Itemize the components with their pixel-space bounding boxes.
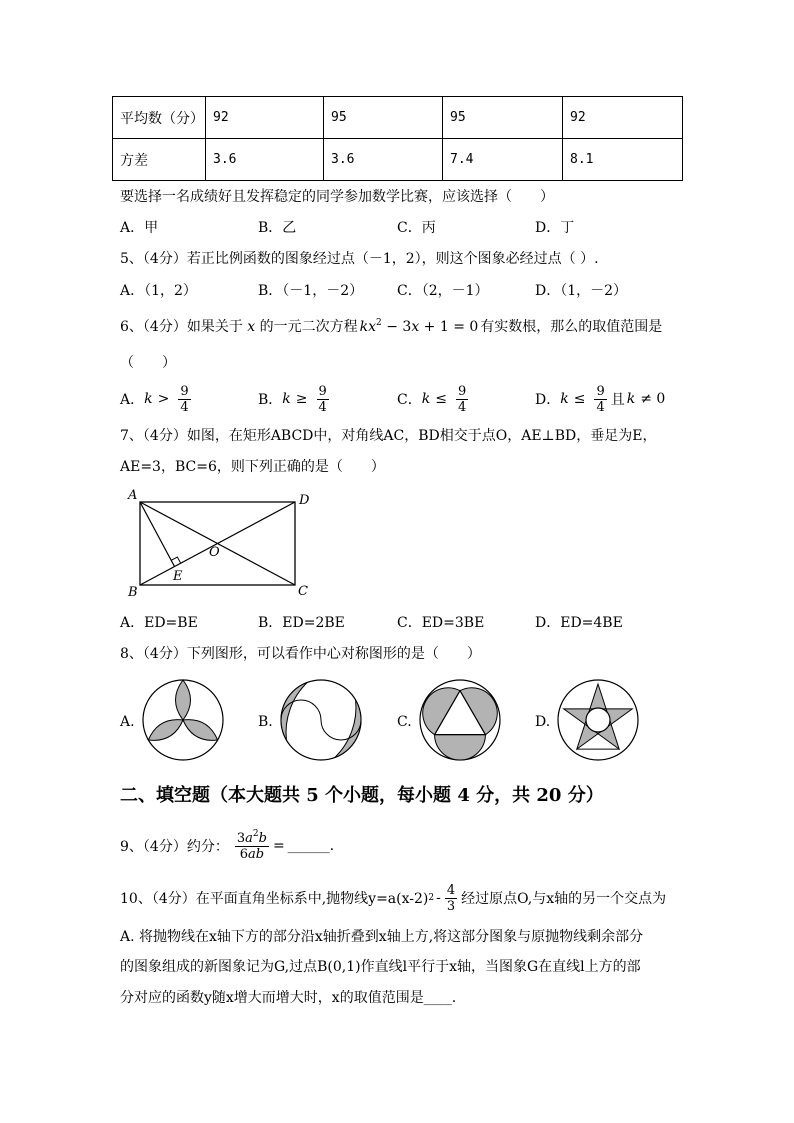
row-label: 平均数（分） [113,97,206,139]
period: . [451,990,457,1006]
eq-var: x [411,319,420,335]
q9 [120,826,334,866]
numerator: 9 [596,383,605,399]
den-coef: 6 [239,846,248,862]
rectangle-abcd-figure [120,485,320,603]
q4-option-d: D．丁 [535,220,575,236]
q10-post: 经过原点O,与x轴的另一个交点为 [461,891,667,907]
option-var: k [144,391,153,407]
option-relation: ≤ [573,391,586,407]
label-b: B [128,585,138,600]
denominator [238,847,266,862]
option-relation: > [157,391,170,407]
q5-option-b: B．（－1，－2） [258,283,364,299]
num-exp: 2 [252,828,259,839]
table-cell: 3.6 [206,139,324,181]
numerator [235,828,269,847]
q4-option-b: B．乙 [258,220,297,236]
numerator: 9 [180,383,189,399]
table-cell: 3.6 [324,139,443,181]
score-statistics-table [112,96,683,181]
fraction [594,384,606,415]
q6-option-d [535,381,670,417]
num-b: b [258,830,267,846]
q6-stem-mid: 的一元二次方程 [259,319,358,335]
q10-pre: 10、（4分）在平面直角坐标系中,抛物线y=a(x-2) [120,891,429,907]
section-heading: 二、填空题（本大题共 5 个小题，每小题 4 分，共 20 分） [120,785,604,806]
figure-d-star [558,680,638,760]
option-relation: ≥ [295,391,308,407]
q7-stem-line-1: 7、（4分）如图，在矩形ABCD中，对角线AC，BD相交于点O，AE⊥BD，垂足为E， [120,428,657,444]
label-o: O [209,545,220,560]
q7-option-a: A．ED=BE [120,615,198,631]
q5-option-a: A．（1，2） [120,283,197,299]
q10-line-4 [120,988,456,1008]
q10-line-1: 10、（4分）在平面直角坐标系中,抛物线y=a(x-2) 2 - $\frac{4}{3}$ 经过原点O,与x轴的另一个交点为 [120,882,667,914]
denominator: 4 [596,399,605,415]
q6-answer-blank: （ ） [120,355,176,371]
answer-blank: ____ [423,990,452,1006]
denominator: 3 [446,898,456,914]
q6-option-a [120,381,195,417]
q6-option-c [397,381,472,417]
numerator: 9 [457,383,467,399]
q7-option-b: B．ED=2BE [258,615,345,631]
option-relation-2: ≠ 0 [640,391,666,407]
q7-stem-line-2: AE=3，BC=6，则下列正确的是（ ） [120,459,385,475]
table-cell: 7.4 [443,139,563,181]
table-cell: 95 [324,97,443,139]
inner-circle [586,708,610,732]
q6-stem [120,317,662,337]
q8-option-d: D. [535,714,551,730]
q7-option-c: C．ED=3BE [397,615,485,631]
den-vars: ab [247,846,265,862]
q7-option-d: D．ED=4BE [535,615,623,631]
option-var: k [560,391,569,407]
table-cell: 8.1 [563,139,683,181]
fraction [456,384,468,415]
period: . [329,838,335,854]
eq-rest: + 1 = 0 [419,319,479,335]
q6-option-b [258,381,333,417]
option-label: B． [258,392,283,408]
q9-stem: 9、（4分）约分： [120,839,229,855]
option-relation: ≤ [435,391,447,407]
q6-stem-before: 6、（4分）如果关于 [120,319,243,335]
table-cell: 92 [206,97,324,139]
denominator: 4 [318,399,327,415]
eq-minus: − 3 [381,319,412,335]
option-var: k [282,391,291,407]
option-label: A． [120,392,145,408]
q8-option-b: B. [258,714,273,730]
q4-option-a: A．甲 [120,220,159,236]
table-cell: 92 [563,97,683,139]
row-label: 方差 [113,139,206,181]
numerator: 9 [318,383,327,399]
q5-option-d: D．（1，－2） [535,283,628,299]
option-var-2: k [626,391,636,407]
q10-last-text: 分对应的函数y随x增大而增大时，x的取值范围是 [120,990,424,1006]
q6-stem-after: 有实数根，那么的取值范围是 [480,319,663,335]
q6-equation [360,319,479,335]
label-d: D [299,493,310,508]
option-var: k [421,391,431,407]
q5-option-c: C．（2，－1） [397,283,489,299]
q10-line-3: 的图象组成的新图象记为G,过点B(0,1)作直线l平行于x轴，当图象G在直线l上方的部 [120,959,641,975]
figure-a-three-petals [143,680,223,760]
equals-sign: = [272,838,285,854]
label-c: C [298,584,308,599]
fraction [178,384,190,415]
q10-minus: - [436,890,441,906]
label-e: E [173,569,183,584]
label-a: A [128,488,138,503]
table-row-mean [113,97,683,139]
num-a: a [245,830,253,846]
num-coef: 3 [236,830,246,846]
q8-option-a: A. [120,714,135,730]
table-row-variance [113,139,683,181]
figure-c-triangle-lobes [420,680,500,760]
option-label: C． [397,392,422,408]
q10-line-2: A. 将抛物线在x轴下方的部分沿x轴折叠到x轴上方,将这部分图象与原抛物线剩余部分 [120,929,644,945]
denominator: 4 [457,399,467,415]
table-cell: 95 [443,97,563,139]
eq-exponent: 2 [376,318,382,328]
q6-variable: x [247,319,256,335]
numerator: 4 [446,882,456,898]
q8-stem: 8、（4分）下列图形，可以看作中心对称图形的是（ ） [120,646,481,662]
eq-coef: kx [359,319,377,335]
q5-stem: 5、（4分）若正比例函数的图象经过点（－1，2），则这个图象必经过点（ ）. [120,251,599,267]
option-label: D． [535,392,561,408]
fraction [317,384,329,415]
q4-stem: 要选择一名成绩好且发挥稳定的同学参加数学比赛，应该选择（ ） [120,189,554,205]
denominator: 4 [180,399,189,415]
q10-fraction [445,883,457,914]
option-conjunction: 且 [610,392,625,408]
answer-blank: ______ [287,838,330,854]
q9-fraction [235,828,269,862]
q4-option-c: C．丙 [397,220,436,236]
q8-option-c: C. [397,714,412,730]
figure-b-swirl [281,680,361,760]
